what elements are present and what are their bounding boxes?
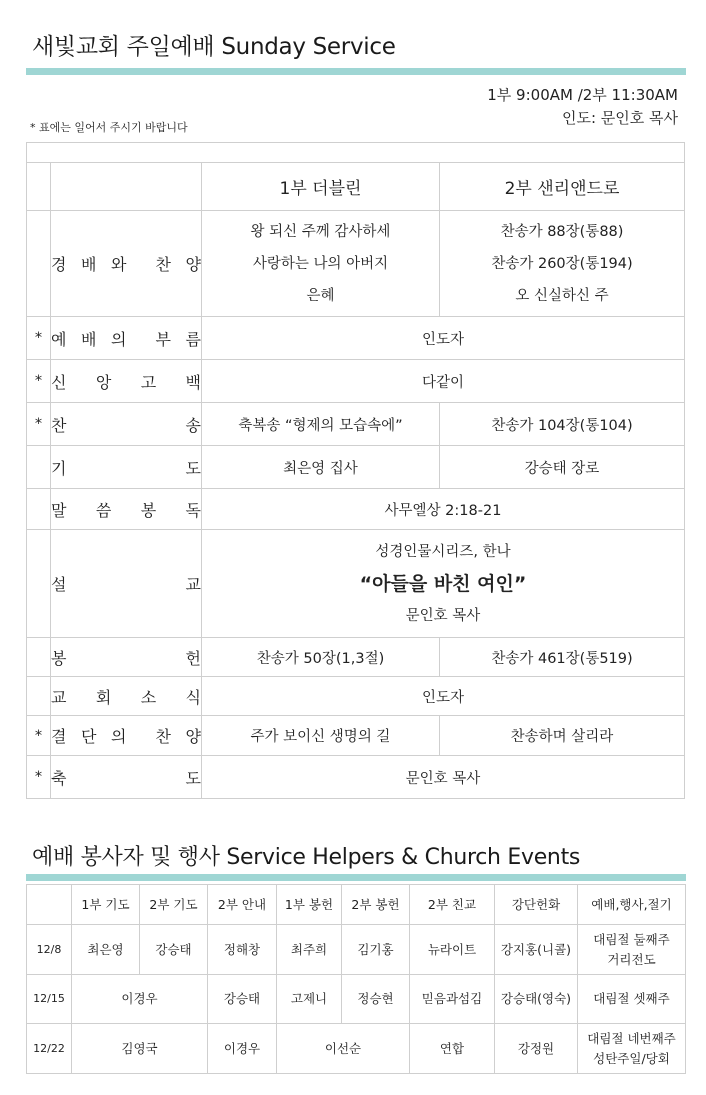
row-worship bbox=[27, 211, 685, 317]
col-second-service: 2부 샌리앤드로 bbox=[440, 163, 685, 211]
offering-first: 찬송가 50장(1,3절) bbox=[202, 638, 440, 677]
helpers-header-row bbox=[27, 885, 686, 925]
standing-note: * 표에는 일어서 주시기 바랍니다 bbox=[30, 121, 188, 134]
reading-value: 사무엘상 2:18-21 bbox=[202, 489, 685, 530]
col-header: 예배,행사,절기 bbox=[578, 885, 686, 925]
row-offering bbox=[27, 638, 685, 677]
call-value: 인도자 bbox=[202, 317, 685, 360]
service-leader: 인도: 문인호 목사 bbox=[561, 109, 678, 127]
table-row: 12/8 최은영 강승태 정해창 최주희 김기홍 뉴라이트 강지홍(니콜) 대림절 둘째주 거리전도 bbox=[27, 925, 686, 975]
news-value: 인도자 bbox=[202, 677, 685, 716]
header-row bbox=[27, 163, 685, 211]
col-header: 2부 봉헌 bbox=[342, 885, 410, 925]
row-prayer bbox=[27, 446, 685, 489]
row-sermon bbox=[27, 530, 685, 638]
label-worship: 경 배 와 찬 양 bbox=[51, 255, 201, 274]
col-header: 2부 친교 bbox=[410, 885, 495, 925]
label-prayer: 기 도 bbox=[51, 458, 201, 478]
helpers-table bbox=[26, 884, 686, 1074]
row-reading bbox=[27, 489, 685, 530]
row-dedication: * 결 단 의 찬 양 주가 보이신 생명의 길 찬송하며 살리라 bbox=[27, 716, 685, 756]
row-hymn: * 찬 송 축복송 “형제의 모습속에” 찬송가 104장(통104) bbox=[27, 403, 685, 446]
row-creed: * 신 앙 고 백 다같이 bbox=[27, 360, 685, 403]
service-info bbox=[487, 84, 678, 130]
worship-first: 왕 되신 주께 감사하세 사랑하는 나의 아버지 은혜 bbox=[202, 211, 440, 317]
col-header: 1부 봉헌 bbox=[277, 885, 342, 925]
title-rule bbox=[26, 68, 686, 75]
row-church-news bbox=[27, 677, 685, 716]
sermon-title: “아들을 바친 여인” bbox=[359, 572, 527, 595]
dedication-second: 찬송하며 살리라 bbox=[440, 716, 685, 756]
col-first-service: 1부 더블린 bbox=[202, 163, 440, 211]
label-benediction: 축 도 bbox=[51, 768, 201, 788]
table-row: 12/15 이경우 강승태 고제니 정승현 믿음과섬김 강승태(영숙) 대림절 셋째주 bbox=[27, 975, 686, 1024]
col-header: 강단헌화 bbox=[495, 885, 578, 925]
worship-second: 찬송가 88장(통88) 찬송가 260장(통194) 오 신실하신 주 bbox=[440, 211, 685, 317]
row-call-to-worship: * 예 배 의 부 름 인도자 bbox=[27, 317, 685, 360]
label-call: 예 배 의 부 름 bbox=[51, 329, 201, 349]
creed-value: 다같이 bbox=[202, 360, 685, 403]
label-reading: 말 씀 봉 독 bbox=[51, 500, 201, 520]
hymn-first: 축복송 “형제의 모습속에” bbox=[202, 403, 440, 446]
col-header: 2부 안내 bbox=[208, 885, 277, 925]
spacer-row bbox=[27, 143, 685, 163]
offering-second: 찬송가 461장(통519) bbox=[440, 638, 685, 677]
sermon-preacher: 문인호 목사 bbox=[405, 607, 481, 624]
benediction-value: 문인호 목사 bbox=[202, 756, 685, 799]
prayer-first: 최은영 집사 bbox=[202, 446, 440, 489]
label-offering: 봉 헌 bbox=[51, 648, 201, 668]
col-header: 1부 기도 bbox=[72, 885, 140, 925]
order-of-worship-table bbox=[26, 142, 685, 799]
service-times: 1부 9:00AM /2부 11:30AM bbox=[487, 86, 678, 104]
label-sermon: 설 교 bbox=[51, 575, 201, 594]
sermon-series: 성경인물시리즈, 한나 bbox=[375, 543, 511, 560]
dedication-first: 주가 보이신 생명의 길 bbox=[202, 716, 440, 756]
prayer-second: 강승태 장로 bbox=[440, 446, 685, 489]
label-dedication: 결 단 의 찬 양 bbox=[51, 727, 201, 746]
table-row: 12/22 김영국 이경우 이선순 연합 강정원 대림절 네번째주 성탄주일/당회 bbox=[27, 1024, 686, 1074]
helpers-rule bbox=[26, 874, 686, 881]
page-title: 새빛교회 주일예배 Sunday Service bbox=[32, 34, 396, 60]
sermon-value bbox=[202, 530, 685, 638]
label-hymn: 찬 송 bbox=[51, 415, 201, 435]
helpers-title: 예배 봉사자 및 행사 Service Helpers & Church Events bbox=[32, 845, 581, 870]
row-benediction: * 축 도 문인호 목사 bbox=[27, 756, 685, 799]
hymn-second: 찬송가 104장(통104) bbox=[440, 403, 685, 446]
label-creed: 신 앙 고 백 bbox=[51, 372, 201, 392]
col-header: 2부 기도 bbox=[140, 885, 208, 925]
label-news: 교 회 소 식 bbox=[51, 687, 201, 707]
